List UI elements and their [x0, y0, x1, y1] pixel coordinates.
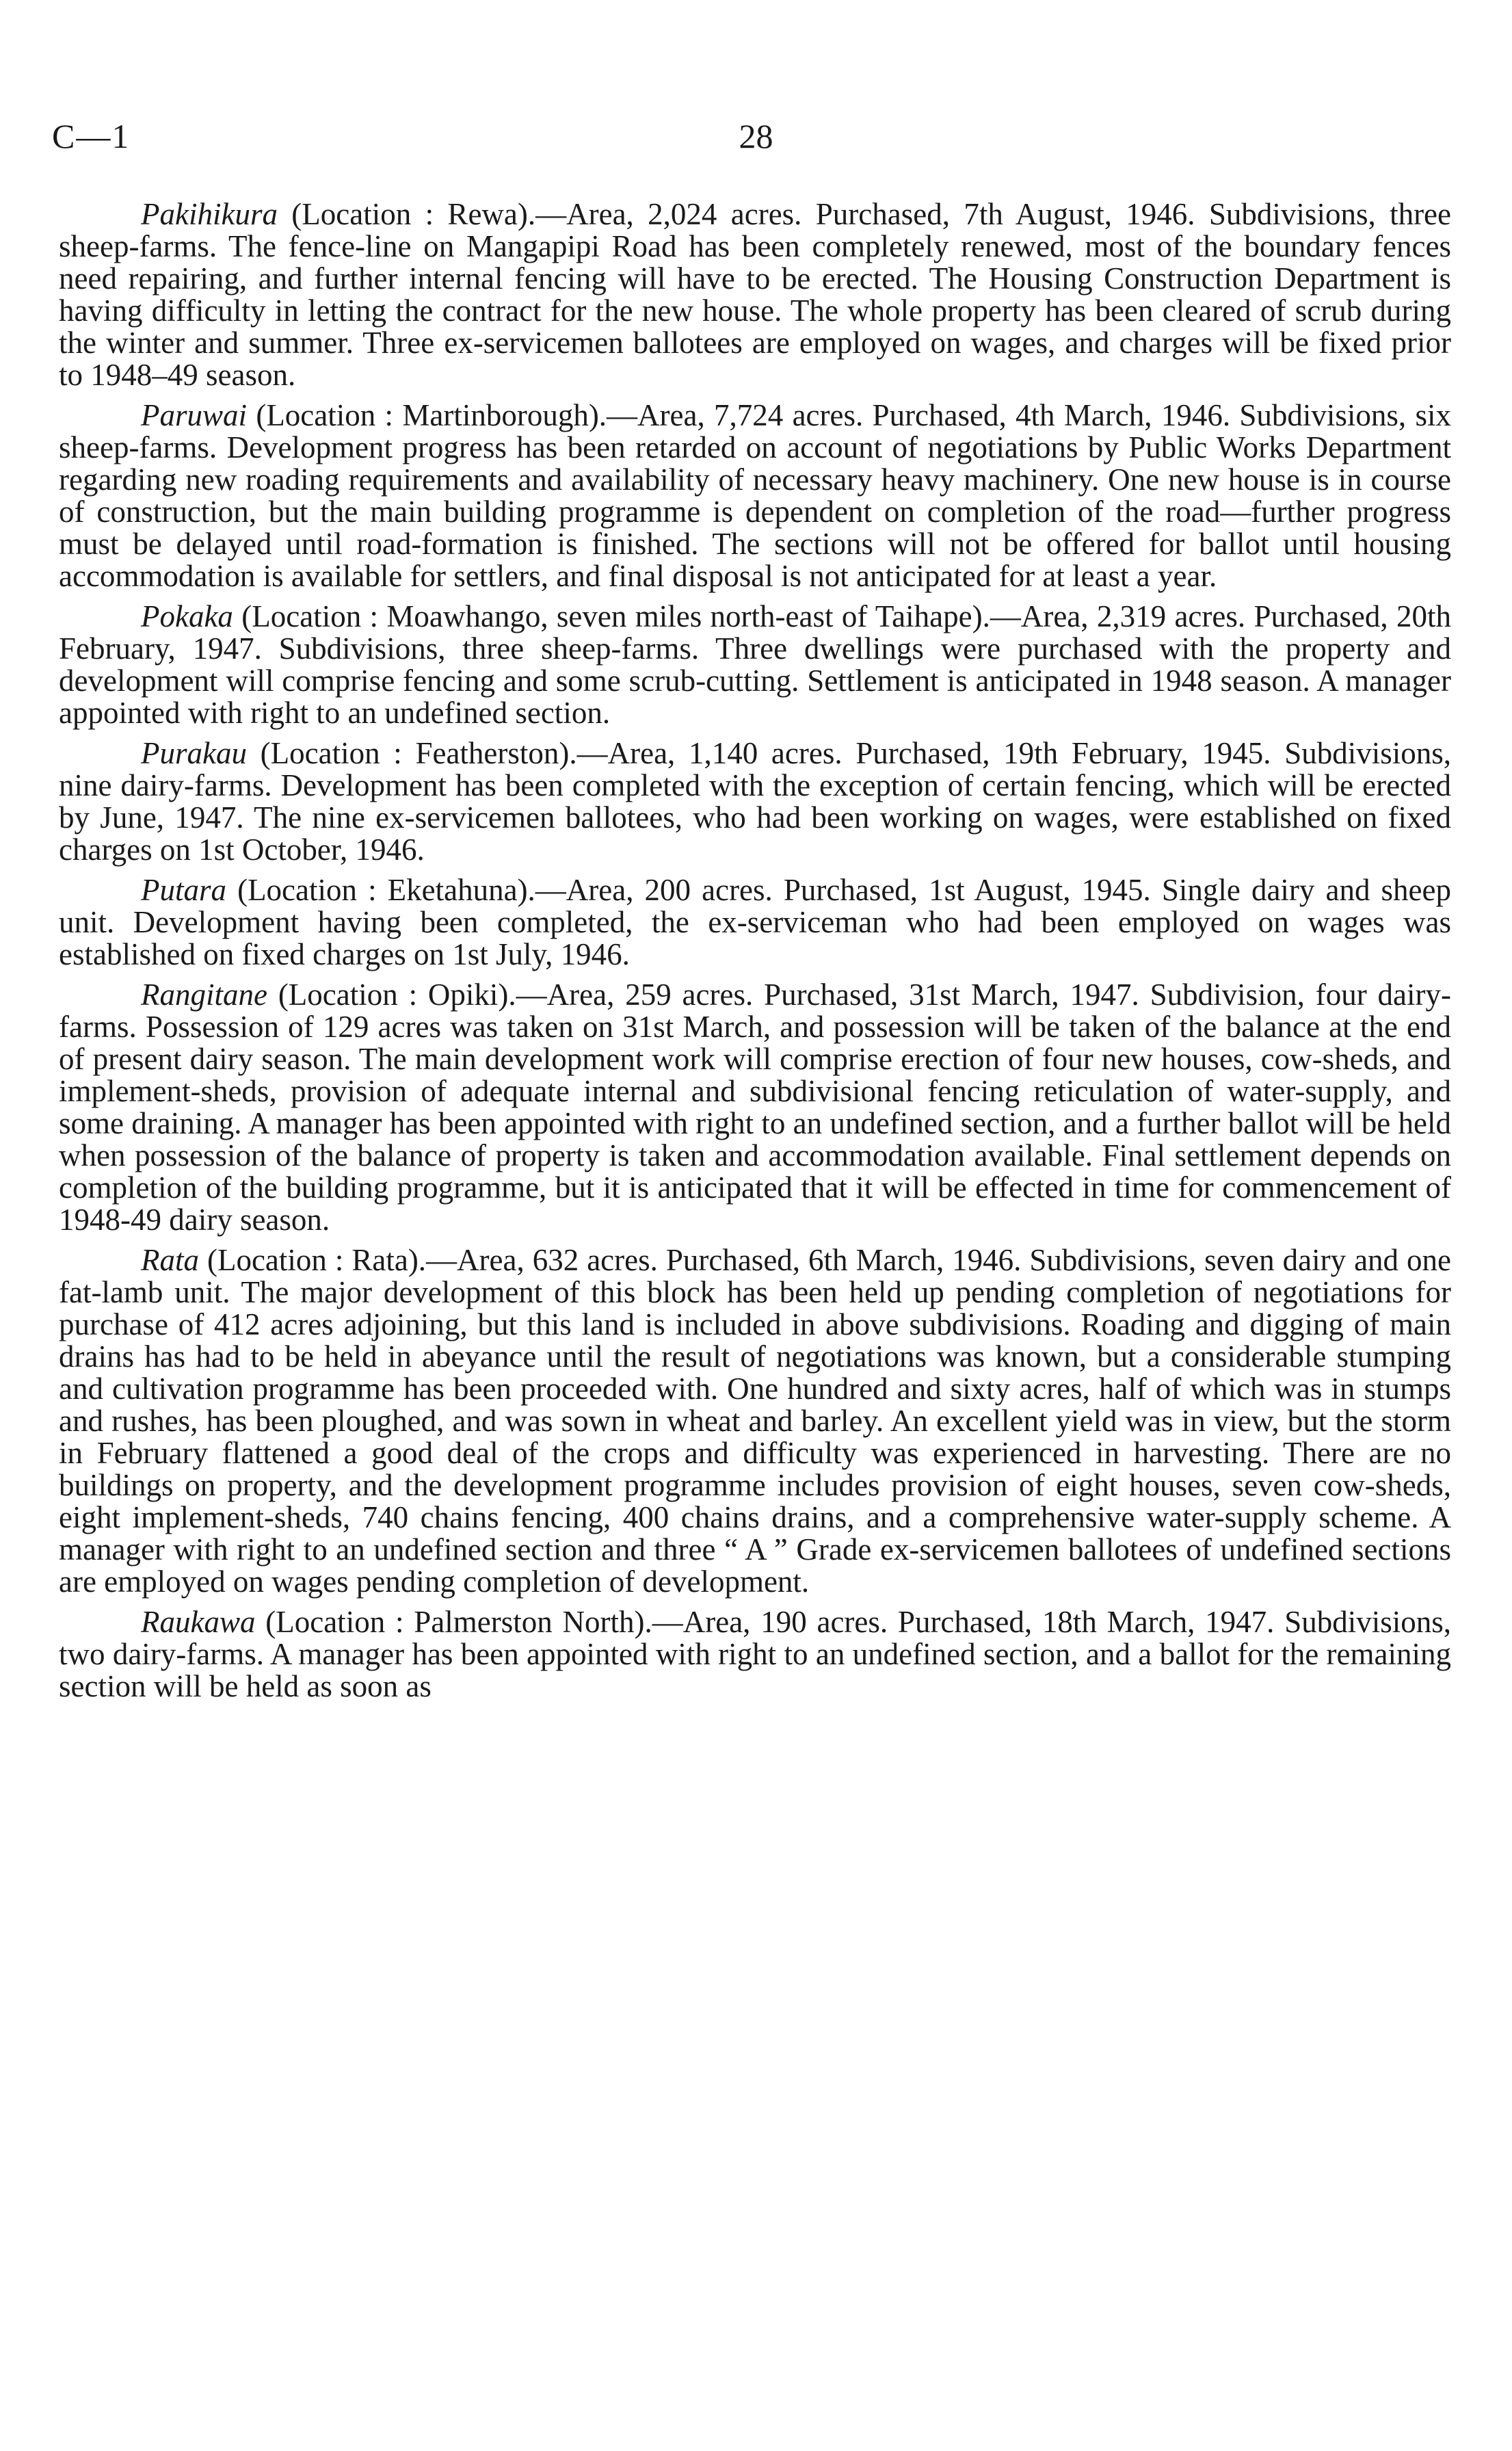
paragraph-paruwai: [59, 399, 1451, 592]
body-text: [59, 198, 1451, 1711]
page-header: [52, 116, 1460, 164]
paragraph-pakihikura: [59, 198, 1451, 391]
block-name: Paruwai: [141, 398, 248, 432]
paragraph-raukawa: [59, 1606, 1451, 1703]
paragraph-text: (Location : Rata).—Area, 632 acres. Purchased, 6th March, 1946. Subdivisions, seven dairy and one fat-lamb unit. The major development of this block has been held up pending completion of negotiations for purchase of 412 acres adjoining, but this land is included in above subdivisions. Roading and digging of main drains has had to be held in abeyance until the result of negotiations was known, but a considerable stumping and cultivation programme has been proceeded with. One hundred and sixty acres, half of which was in stumps and rushes, has been ploughed, and was sown in wheat and barley. An excellent yield was in view, but the storm in February flattened a good deal of the crops and difficulty was experienced in harvesting. There are no buildings on property, and the development programme includes provision of eight houses, seven cow-sheds, eight implement-sheds, 740 chains fencing, 400 chains drains, and a comprehensive water-supply scheme. A manager with right to an undefined section and three “ A ” Grade ex-servicemen ballotees of undefined sections are employed on wages pending completion of development.: [59, 1243, 1451, 1599]
block-name: Pokaka: [141, 599, 233, 633]
block-name: Raukawa: [141, 1605, 256, 1639]
paragraph-text: (Location : Moawhango, seven miles north-east of Taihape).—Area, 2,319 acres. Purchased, 20th February, 1947. Subdivisions, three sheep-farms. Three dwellings were purchased with the property and development will comprise fencing and some scrub-cutting. Settlement is anticipated in 1948 season. A manager appointed with right to an undefined section.: [59, 599, 1451, 730]
block-name: Rangitane: [141, 978, 267, 1012]
paragraph-text: (Location : Eketahuna).—Area, 200 acres. Purchased, 1st August, 1945. Single dairy and sheep unit. Development having been completed, the ex-serviceman who had been employed on wages was established on fixed charges on 1st July, 1946.: [59, 873, 1451, 971]
paragraph-text: (Location : Rewa).—Area, 2,024 acres. Purchased, 7th August, 1946. Subdivisions, three sheep-farms. The fence-line on Mangapipi Road has been completely renewed, most of the boundary fences need repairing, and further internal fencing will have to be erected. The Housing Construction Department is having difficulty in letting the contract for the new house. The whole property has been cleared of scrub during the winter and summer. Three ex-servicemen ballotees are employed on wages, and charges will be fixed prior to 1948–49 season.: [59, 197, 1451, 392]
paragraph-text: (Location : Opiki).—Area, 259 acres. Purchased, 31st March, 1947. Subdivision, four dairy-farms. Possession of 129 acres was taken on 31st March, and possession will be taken of the balance at the end of present dairy season. The main development work will comprise erection of four new houses, cow-sheds, and implement-sheds, provision of adequate internal and subdivisional fencing reticulation of water-supply, and some draining. A manager has been appointed with right to an undefined section, and a further ballot will be held when possession of the balance of property is taken and accommodation available. Final settlement depends on completion of the building programme, but it is anticipated that it will be effected in time for commencement of 1948-49 dairy season.: [59, 978, 1451, 1237]
paragraph-putara: [59, 874, 1451, 971]
page-number: 28: [739, 117, 773, 155]
paragraph-text: (Location : Martinborough).—Area, 7,724 acres. Purchased, 4th March, 1946. Subdivisions, six sheep-farms. Development progress has been retarded on account of negotiations by Public Works Department regarding new roading requirements and availability of necessary heavy machinery. One new house is in course of construction, but the main building programme is dependent on completion of the road—further progress must be delayed until road-formation is finished. The sections will not be offered for ballot until housing accommodation is available for settlers, and final disposal is not anticipated for at least a year.: [59, 398, 1451, 593]
paragraph-text: (Location : Featherston).—Area, 1,140 acres. Purchased, 19th February, 1945. Subdivisions, nine dairy-farms. Development has been completed with the exception of certain fencing, which will be erected by June, 1947. The nine ex-servicemen ballotees, who had been working on wages, were established on fixed charges on 1st October, 1946.: [59, 736, 1451, 867]
paragraph-text: (Location : Palmerston North).—Area, 190 acres. Purchased, 18th March, 1947. Subdivisions, two dairy-farms. A manager has been appointed with right to an undefined section, and a ballot for the remaining section will be held as soon as: [59, 1605, 1451, 1703]
block-name: Putara: [141, 873, 227, 907]
block-name: Rata: [141, 1243, 199, 1277]
paragraph-rata: [59, 1244, 1451, 1598]
paragraph-purakau: [59, 737, 1451, 866]
block-name: Purakau: [141, 736, 247, 770]
paragraph-rangitane: [59, 979, 1451, 1236]
paragraph-pokaka: [59, 601, 1451, 729]
page-id: C—1: [52, 117, 131, 155]
block-name: Pakihikura: [141, 197, 278, 231]
